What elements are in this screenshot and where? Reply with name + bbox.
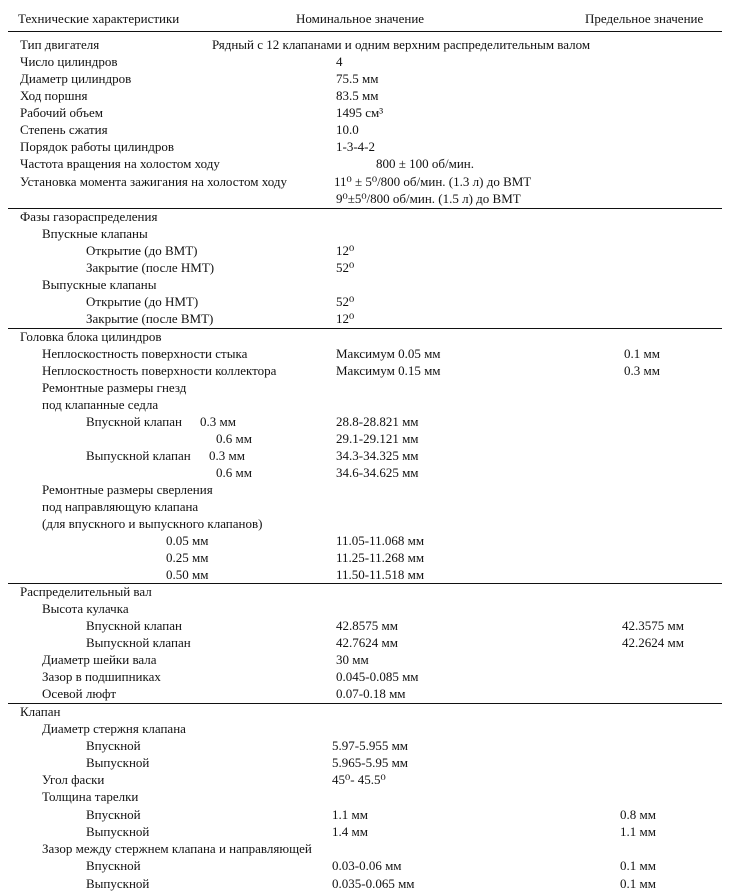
row-stem-intake [0, 737, 730, 754]
limit: 42.3575 мм [622, 618, 684, 633]
row-bearing-clearance [0, 668, 730, 685]
row-seat-exhaust-06 [0, 464, 730, 481]
label: Впускной клапан [86, 618, 182, 633]
label: Рабочий объем [20, 105, 103, 120]
size: 0.3 мм [200, 414, 236, 429]
limit: 0.3 мм [624, 363, 660, 378]
section-title-head [0, 328, 730, 345]
row-margin-intake [0, 806, 730, 823]
value: 52⁰ [336, 294, 355, 309]
row-exhaust-close [0, 310, 730, 327]
label: под клапанные седла [42, 397, 159, 412]
limit: 1.1 мм [620, 824, 656, 839]
value: 0.045-0.085 мм [336, 669, 419, 684]
row-face-angle [0, 771, 730, 788]
label: Осевой люфт [42, 686, 117, 701]
value: 0.035-0.065 мм [332, 876, 415, 891]
row-intake-valves [0, 225, 730, 242]
value: 28.8-28.821 мм [336, 414, 419, 429]
label: Высота кулачка [42, 601, 129, 616]
row-idle-speed [0, 155, 730, 172]
value: 12⁰ [336, 311, 355, 326]
row-flat-joint [0, 345, 730, 362]
label: Неплоскостность поверхности коллектора [42, 363, 277, 378]
label: Диаметр цилиндров [20, 71, 132, 86]
value: 4 [336, 54, 343, 69]
row-guide-clearance [0, 840, 730, 857]
value: 800 ± 100 об/мин. [376, 156, 475, 171]
row-displacement [0, 104, 730, 121]
label: Зазор между стержнем клапана и направляющей [42, 841, 312, 856]
value: 10.0 [336, 122, 359, 137]
label: Толщина тарелки [42, 789, 139, 804]
value: 75.5 мм [336, 71, 379, 86]
label: Тип двигателя [20, 37, 100, 52]
row-margin-exhaust [0, 823, 730, 840]
row-lobe-exhaust [0, 634, 730, 651]
value: 12⁰ [336, 243, 355, 258]
size: 0.25 мм [166, 550, 209, 565]
value: 0.07-0.18 мм [336, 686, 406, 701]
value: 34.3-34.325 мм [336, 448, 419, 463]
label: под направляющую клапана [42, 499, 199, 514]
label: Выпускной клапан [86, 635, 191, 650]
value: 11.05-11.068 мм [336, 533, 425, 548]
row-intake-close [0, 259, 730, 276]
row-seat-exhaust-03 [0, 447, 730, 464]
value: 29.1-29.121 мм [336, 431, 419, 446]
row-firing-order [0, 138, 730, 155]
value: 1.1 мм [332, 807, 368, 822]
label: Частота вращения на холостом ходу [20, 156, 220, 171]
section-title-timing [0, 208, 730, 225]
value: Максимум 0.05 мм [336, 346, 441, 361]
label: Диаметр стержня клапана [42, 721, 186, 736]
label: Степень сжатия [20, 122, 108, 137]
row-lobe-height [0, 600, 730, 617]
label: Ремонтные размеры гнезд [42, 380, 187, 395]
label: Впускные клапаны [42, 226, 148, 241]
row-exhaust-valves [0, 276, 730, 293]
label: Ремонтные размеры сверления [42, 482, 213, 497]
label: Выпускной клапан [86, 448, 191, 463]
limit: 0.1 мм [620, 876, 656, 891]
row-seat-repair-1 [0, 379, 730, 396]
row-guide-clearance-exhaust [0, 875, 730, 892]
label: Впускной [86, 807, 141, 822]
row-exhaust-open [0, 293, 730, 310]
value: 11.50-11.518 мм [336, 567, 425, 582]
value: 11⁰ ± 5⁰/800 об/мин. (1.3 л) до ВМТ [334, 174, 532, 189]
size: 0.3 мм [209, 448, 245, 463]
row-guide-repair-2 [0, 498, 730, 515]
row-guide-repair-3 [0, 515, 730, 532]
row-stroke [0, 87, 730, 104]
row-engine-type [0, 36, 730, 53]
label: Выпускной [86, 824, 150, 839]
label: Зазор в подшипниках [42, 669, 161, 684]
row-guide-025 [0, 549, 730, 566]
value: 9⁰±5⁰/800 об/мин. (1.5 л) до ВМТ [336, 191, 521, 206]
label: Выпускные клапаны [42, 277, 157, 292]
section-title: Фазы газораспределения [20, 209, 158, 224]
limit: 42.2624 мм [622, 635, 684, 650]
row-bore [0, 70, 730, 87]
row-guide-clearance-intake [0, 857, 730, 874]
size: 0.6 мм [216, 465, 252, 480]
value: 5.97-5.955 мм [332, 738, 409, 753]
row-end-play [0, 685, 730, 702]
section-title-valve [0, 703, 730, 720]
size: 0.6 мм [216, 431, 252, 446]
row-compression [0, 121, 730, 138]
label: Впускной [86, 858, 141, 873]
label: Впускной [86, 738, 141, 753]
size: 0.05 мм [166, 533, 209, 548]
row-guide-005 [0, 532, 730, 549]
row-flat-manifold [0, 362, 730, 379]
label: Открытие (до ВМТ) [86, 243, 198, 258]
label: Закрытие (после ВМТ) [86, 311, 214, 326]
value: 45⁰- 45.5⁰ [332, 772, 386, 787]
label: Установка момента зажигания на холостом ходу [20, 174, 288, 189]
label: Число цилиндров [20, 54, 118, 69]
row-seat-repair-2 [0, 396, 730, 413]
label: Порядок работы цилиндров [20, 139, 174, 154]
label: Выпускной [86, 876, 150, 891]
row-cylinders [0, 53, 730, 70]
value: 0.03-0.06 мм [332, 858, 402, 873]
label: Открытие (до НМТ) [86, 294, 199, 309]
row-ignition-timing [0, 173, 730, 190]
section-title: Клапан [20, 704, 61, 719]
value: 42.8575 мм [336, 618, 398, 633]
header-rule [8, 31, 722, 32]
limit: 0.1 мм [624, 346, 660, 361]
row-ignition-timing-2 [0, 190, 730, 207]
label: Выпускной [86, 755, 150, 770]
limit: 0.1 мм [620, 858, 656, 873]
label: Впускной клапан [86, 414, 182, 429]
value: 1.4 мм [332, 824, 368, 839]
value: 11.25-11.268 мм [336, 550, 425, 565]
label: Неплоскостность поверхности стыка [42, 346, 248, 361]
value: 5.965-5.95 мм [332, 755, 409, 770]
limit: 0.8 мм [620, 807, 656, 822]
row-intake-open [0, 242, 730, 259]
row-stem-diameter [0, 720, 730, 737]
label: Ход поршня [20, 88, 88, 103]
value: 52⁰ [336, 260, 355, 275]
row-guide-repair-1 [0, 481, 730, 498]
section-title: Распределительный вал [20, 584, 152, 599]
row-margin [0, 788, 730, 805]
label: Закрытие (после НМТ) [86, 260, 215, 275]
header-nominal-column: Номинальное значение [296, 11, 425, 26]
label: Угол фаски [42, 772, 105, 787]
value: 30 мм [336, 652, 369, 667]
value: 83.5 мм [336, 88, 379, 103]
header-limit-column: Предельное значение [585, 11, 704, 26]
value: 1495 см³ [336, 105, 384, 120]
size: 0.50 мм [166, 567, 209, 582]
row-stem-exhaust [0, 754, 730, 771]
label: (для впускного и выпускного клапанов) [42, 516, 263, 531]
value: Рядный с 12 клапанами и одним верхним распределительным валом [212, 37, 591, 52]
value: 34.6-34.625 мм [336, 465, 419, 480]
value: 1-3-4-2 [336, 139, 375, 154]
row-guide-050 [0, 566, 730, 583]
value: 42.7624 мм [336, 635, 398, 650]
section-title-camshaft [0, 583, 730, 600]
section-title: Головка блока цилиндров [20, 329, 162, 344]
row-journal [0, 651, 730, 668]
header-spec-column: Технические характеристики [18, 11, 180, 26]
row-seat-intake-06 [0, 430, 730, 447]
value: Максимум 0.15 мм [336, 363, 441, 378]
label: Диаметр шейки вала [42, 652, 157, 667]
row-lobe-intake [0, 617, 730, 634]
row-seat-intake-03 [0, 413, 730, 430]
